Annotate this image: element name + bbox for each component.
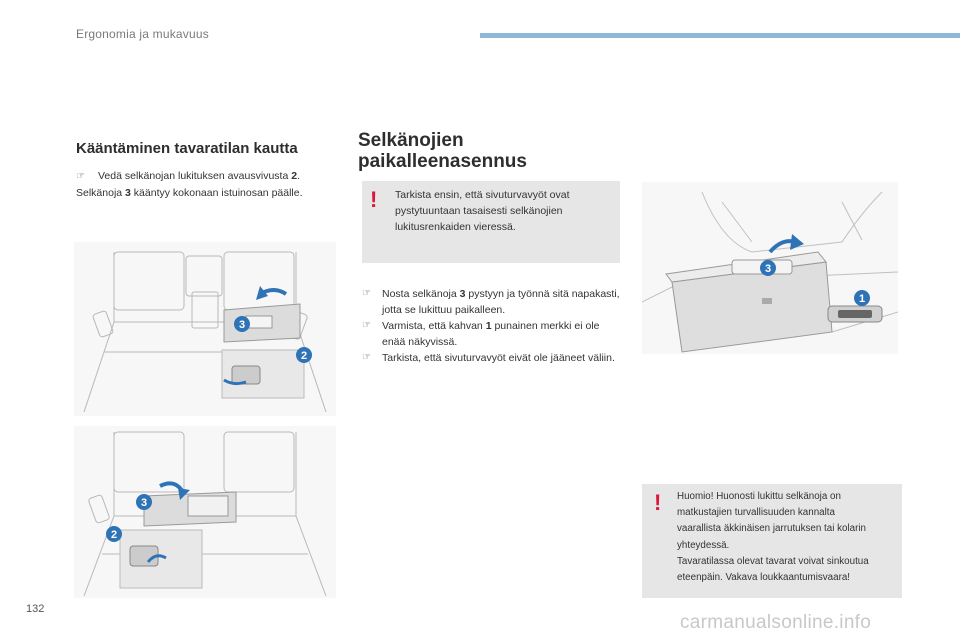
callout-2-label: 2	[110, 529, 118, 541]
bullet-icon: ☞	[362, 288, 371, 299]
note-line: matkustajien turvallisuuden kannalta	[677, 507, 835, 519]
callout-3-label: 3	[764, 263, 772, 275]
ref-num: 3	[125, 187, 131, 199]
trunk-illustration-2	[74, 426, 336, 598]
step-item	[362, 318, 624, 350]
bullet-icon: ☞	[76, 171, 85, 182]
step-text: Tarkista, että sivuturvavyöt eivät ole jääneet väliin.	[382, 352, 615, 364]
text-b-end: kääntyy kokonaan istuinosan päälle.	[130, 187, 303, 199]
ref-num: 2	[291, 170, 298, 182]
main-heading-line2: paikalleenasennus	[358, 151, 527, 172]
figure-seat-reposition	[642, 182, 898, 354]
step-text: Nosta selkänoja 3 pystyyn ja työnnä sitä napakasti, jotta se lukittuu paikalleen.	[382, 288, 620, 316]
left-paragraph	[76, 168, 346, 201]
main-heading-line1: Selkänojien	[358, 130, 464, 151]
warning-icon: !	[654, 490, 662, 515]
main-heading	[358, 130, 638, 172]
watermark: carmanualsonline.info	[680, 612, 872, 633]
callout-3-label: 3	[140, 497, 148, 509]
bullet-icon: ☞	[362, 320, 371, 331]
section-title: Ergonomia ja mukavuus	[76, 27, 209, 41]
step-text: Varmista, että kahvan 1 punainen merkki ei ole enää näkyvissä.	[382, 320, 600, 348]
callout-3-label: 3	[238, 319, 246, 331]
text-a: Vedä selkänojan lukituksen avausvivusta	[98, 170, 292, 182]
figure-trunk-seat-release	[74, 242, 336, 416]
note-line: Huomio! Huonosti lukittu selkänoja on	[677, 491, 841, 502]
step-list	[362, 286, 624, 366]
seat-illustration	[642, 182, 898, 354]
warning-box	[362, 181, 620, 263]
text-a-end: .	[297, 170, 300, 182]
note-line: yhteydessä.	[677, 539, 730, 551]
note-line: vaarallista äkkinäisen jarrutuksen tai kolarin	[677, 523, 866, 535]
note-text	[677, 489, 899, 586]
note-line: Tavaratilassa olevat tavarat voivat sinkoutua	[677, 555, 869, 567]
callout-1-label: 1	[858, 293, 866, 305]
trunk-illustration-1	[74, 242, 336, 416]
callout-2-label: 2	[300, 350, 308, 362]
left-heading: Kääntäminen tavaratilan kautta	[76, 140, 298, 157]
bullet-icon: ☞	[362, 352, 371, 363]
note-line: eteenpäin. Vakava loukkaantumisvaara!	[677, 572, 851, 584]
header-bar	[480, 33, 960, 38]
note-box	[642, 484, 902, 598]
page-number: 132	[26, 603, 45, 615]
warning-text: Tarkista ensin, että sivuturvavyöt ovat pystytuuntaan tasaisesti selkänojien lukitusrenkaiden vieressä.	[395, 189, 570, 233]
warning-icon: !	[370, 187, 378, 212]
step-item	[362, 350, 624, 366]
figure-trunk-seat-folded	[74, 426, 336, 598]
step-item	[362, 286, 624, 318]
text-b: Selkänoja	[76, 187, 126, 199]
